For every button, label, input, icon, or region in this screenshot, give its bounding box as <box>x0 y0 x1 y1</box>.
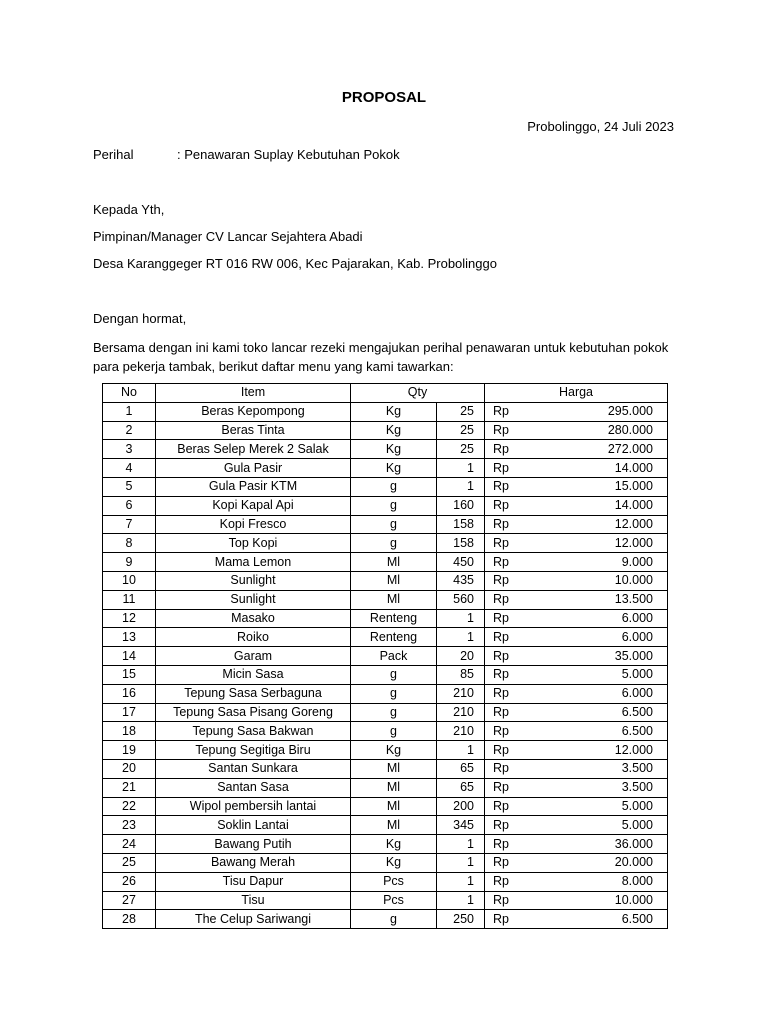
cell-unit: Pack <box>351 647 437 666</box>
cell-price: 295.000 <box>536 402 668 421</box>
cell-price: 12.000 <box>536 741 668 760</box>
cell-item: Garam <box>156 647 351 666</box>
cell-item: Gula Pasir KTM <box>156 477 351 496</box>
cell-price: 6.000 <box>536 684 668 703</box>
recipient-address: Desa Karanggeger RT 016 RW 006, Kec Pajarakan, Kab. Probolinggo <box>93 256 497 271</box>
table-row <box>103 477 668 496</box>
cell-no: 26 <box>103 872 156 891</box>
cell-currency: Rp <box>485 722 537 741</box>
cell-no: 10 <box>103 571 156 590</box>
cell-no: 9 <box>103 553 156 572</box>
cell-unit: Ml <box>351 797 437 816</box>
header-harga: Harga <box>485 384 668 403</box>
cell-no: 21 <box>103 778 156 797</box>
cell-unit: Renteng <box>351 628 437 647</box>
cell-currency: Rp <box>485 684 537 703</box>
cell-item: Tepung Sasa Bakwan <box>156 722 351 741</box>
cell-currency: Rp <box>485 816 537 835</box>
cell-price: 9.000 <box>536 553 668 572</box>
table-header-row <box>103 384 668 403</box>
cell-qty: 1 <box>437 835 485 854</box>
cell-currency: Rp <box>485 402 537 421</box>
header-item: Item <box>156 384 351 403</box>
cell-qty: 450 <box>437 553 485 572</box>
cell-no: 20 <box>103 759 156 778</box>
cell-qty: 1 <box>437 891 485 910</box>
cell-price: 280.000 <box>536 421 668 440</box>
cell-price: 5.000 <box>536 797 668 816</box>
cell-unit: Ml <box>351 590 437 609</box>
subject-line <box>93 147 400 162</box>
table-row <box>103 778 668 797</box>
cell-currency: Rp <box>485 440 537 459</box>
table-row <box>103 891 668 910</box>
cell-unit: Kg <box>351 853 437 872</box>
cell-currency: Rp <box>485 872 537 891</box>
body-line: Bersama dengan ini kami toko lancar rezeki mengajukan perihal penawaran untuk kebutuhan pokok <box>93 340 669 355</box>
table-row <box>103 872 668 891</box>
cell-qty: 1 <box>437 853 485 872</box>
subject-label: Perihal <box>93 147 134 162</box>
table-body <box>103 402 668 928</box>
table-row <box>103 665 668 684</box>
cell-qty: 210 <box>437 722 485 741</box>
header-qty: Qty <box>351 384 485 403</box>
cell-qty: 158 <box>437 515 485 534</box>
cell-unit: Pcs <box>351 872 437 891</box>
cell-price: 6.000 <box>536 628 668 647</box>
cell-item: Soklin Lantai <box>156 816 351 835</box>
cell-unit: Ml <box>351 759 437 778</box>
cell-unit: Kg <box>351 440 437 459</box>
cell-price: 6.000 <box>536 609 668 628</box>
table-row <box>103 853 668 872</box>
cell-item: Beras Selep Merek 2 Salak <box>156 440 351 459</box>
table-row <box>103 684 668 703</box>
cell-item: Micin Sasa <box>156 665 351 684</box>
table-row <box>103 421 668 440</box>
table-row <box>103 534 668 553</box>
cell-qty: 1 <box>437 609 485 628</box>
cell-item: Masako <box>156 609 351 628</box>
cell-no: 1 <box>103 402 156 421</box>
table-row <box>103 553 668 572</box>
cell-price: 6.500 <box>536 910 668 929</box>
cell-currency: Rp <box>485 534 537 553</box>
cell-price: 3.500 <box>536 778 668 797</box>
cell-currency: Rp <box>485 477 537 496</box>
cell-unit: g <box>351 665 437 684</box>
cell-price: 5.000 <box>536 665 668 684</box>
cell-item: Roiko <box>156 628 351 647</box>
body-line: para pekerja tambak, berikut daftar menu yang kami tawarkan: <box>93 359 454 374</box>
cell-no: 17 <box>103 703 156 722</box>
table-row <box>103 797 668 816</box>
cell-no: 22 <box>103 797 156 816</box>
cell-price: 15.000 <box>536 477 668 496</box>
cell-price: 12.000 <box>536 534 668 553</box>
cell-no: 3 <box>103 440 156 459</box>
cell-no: 7 <box>103 515 156 534</box>
cell-no: 28 <box>103 910 156 929</box>
cell-item: Tisu <box>156 891 351 910</box>
cell-no: 14 <box>103 647 156 666</box>
salutation-addressee: Kepada Yth, <box>93 202 165 217</box>
cell-unit: g <box>351 477 437 496</box>
cell-qty: 1 <box>437 872 485 891</box>
cell-currency: Rp <box>485 703 537 722</box>
cell-unit: g <box>351 515 437 534</box>
cell-item: Kopi Fresco <box>156 515 351 534</box>
greeting: Dengan hormat, <box>93 311 187 326</box>
cell-qty: 560 <box>437 590 485 609</box>
cell-price: 35.000 <box>536 647 668 666</box>
cell-no: 27 <box>103 891 156 910</box>
cell-item: Top Kopi <box>156 534 351 553</box>
cell-unit: Kg <box>351 421 437 440</box>
cell-item: Beras Kepompong <box>156 402 351 421</box>
table-row <box>103 703 668 722</box>
table-row <box>103 628 668 647</box>
cell-currency: Rp <box>485 910 537 929</box>
table-row <box>103 816 668 835</box>
subject-value: : Penawaran Suplay Kebutuhan Pokok <box>177 147 400 162</box>
cell-price: 10.000 <box>536 571 668 590</box>
cell-unit: g <box>351 722 437 741</box>
cell-price: 3.500 <box>536 759 668 778</box>
table-row <box>103 759 668 778</box>
cell-no: 25 <box>103 853 156 872</box>
cell-no: 5 <box>103 477 156 496</box>
cell-price: 13.500 <box>536 590 668 609</box>
cell-qty: 1 <box>437 741 485 760</box>
cell-currency: Rp <box>485 797 537 816</box>
cell-currency: Rp <box>485 628 537 647</box>
cell-qty: 435 <box>437 571 485 590</box>
cell-unit: g <box>351 534 437 553</box>
cell-price: 10.000 <box>536 891 668 910</box>
table-row <box>103 741 668 760</box>
cell-qty: 20 <box>437 647 485 666</box>
cell-no: 19 <box>103 741 156 760</box>
cell-currency: Rp <box>485 553 537 572</box>
cell-currency: Rp <box>485 496 537 515</box>
cell-currency: Rp <box>485 891 537 910</box>
cell-no: 8 <box>103 534 156 553</box>
cell-item: Kopi Kapal Api <box>156 496 351 515</box>
table-row <box>103 459 668 478</box>
cell-item: Wipol pembersih lantai <box>156 797 351 816</box>
cell-no: 6 <box>103 496 156 515</box>
cell-qty: 65 <box>437 778 485 797</box>
cell-price: 5.000 <box>536 816 668 835</box>
cell-no: 11 <box>103 590 156 609</box>
cell-price: 14.000 <box>536 459 668 478</box>
cell-qty: 1 <box>437 459 485 478</box>
cell-qty: 250 <box>437 910 485 929</box>
cell-currency: Rp <box>485 459 537 478</box>
table-row <box>103 440 668 459</box>
cell-unit: g <box>351 684 437 703</box>
cell-qty: 65 <box>437 759 485 778</box>
table-row <box>103 496 668 515</box>
page-title: PROPOSAL <box>341 89 427 106</box>
cell-unit: g <box>351 703 437 722</box>
cell-no: 2 <box>103 421 156 440</box>
cell-no: 13 <box>103 628 156 647</box>
cell-qty: 158 <box>437 534 485 553</box>
cell-currency: Rp <box>485 665 537 684</box>
table-row <box>103 590 668 609</box>
table-row <box>103 402 668 421</box>
recipient-name: Pimpinan/Manager CV Lancar Sejahtera Abadi <box>93 229 363 244</box>
cell-price: 36.000 <box>536 835 668 854</box>
cell-item: Mama Lemon <box>156 553 351 572</box>
cell-currency: Rp <box>485 741 537 760</box>
cell-no: 16 <box>103 684 156 703</box>
cell-unit: g <box>351 910 437 929</box>
cell-item: Sunlight <box>156 590 351 609</box>
cell-item: Santan Sunkara <box>156 759 351 778</box>
cell-no: 24 <box>103 835 156 854</box>
cell-unit: Renteng <box>351 609 437 628</box>
cell-no: 15 <box>103 665 156 684</box>
cell-item: Santan Sasa <box>156 778 351 797</box>
cell-price: 12.000 <box>536 515 668 534</box>
cell-currency: Rp <box>485 835 537 854</box>
cell-currency: Rp <box>485 421 537 440</box>
cell-no: 4 <box>103 459 156 478</box>
table-row <box>103 647 668 666</box>
cell-price: 6.500 <box>536 703 668 722</box>
table-row <box>103 609 668 628</box>
table-row <box>103 910 668 929</box>
table-row <box>103 835 668 854</box>
cell-qty: 210 <box>437 684 485 703</box>
cell-item: Tepung Sasa Serbaguna <box>156 684 351 703</box>
cell-currency: Rp <box>485 515 537 534</box>
cell-no: 12 <box>103 609 156 628</box>
cell-currency: Rp <box>485 778 537 797</box>
cell-item: Bawang Putih <box>156 835 351 854</box>
cell-item: Tepung Segitiga Biru <box>156 741 351 760</box>
cell-unit: Kg <box>351 459 437 478</box>
cell-item: Tepung Sasa Pisang Goreng <box>156 703 351 722</box>
cell-qty: 25 <box>437 440 485 459</box>
cell-price: 8.000 <box>536 872 668 891</box>
cell-qty: 85 <box>437 665 485 684</box>
cell-currency: Rp <box>485 647 537 666</box>
cell-qty: 1 <box>437 477 485 496</box>
table-row <box>103 722 668 741</box>
cell-item: Tisu Dapur <box>156 872 351 891</box>
cell-qty: 25 <box>437 421 485 440</box>
cell-unit: Kg <box>351 741 437 760</box>
cell-no: 23 <box>103 816 156 835</box>
table-row <box>103 515 668 534</box>
cell-qty: 1 <box>437 628 485 647</box>
cell-item: The Celup Sariwangi <box>156 910 351 929</box>
body-paragraph <box>93 338 683 376</box>
cell-unit: Ml <box>351 571 437 590</box>
cell-item: Bawang Merah <box>156 853 351 872</box>
cell-unit: Ml <box>351 778 437 797</box>
cell-currency: Rp <box>485 759 537 778</box>
cell-currency: Rp <box>485 571 537 590</box>
cell-price: 272.000 <box>536 440 668 459</box>
cell-price: 6.500 <box>536 722 668 741</box>
cell-unit: Kg <box>351 835 437 854</box>
letter-date: Probolinggo, 24 Juli 2023 <box>527 119 674 134</box>
cell-currency: Rp <box>485 853 537 872</box>
cell-price: 14.000 <box>536 496 668 515</box>
cell-unit: g <box>351 496 437 515</box>
cell-currency: Rp <box>485 590 537 609</box>
cell-unit: Ml <box>351 816 437 835</box>
cell-unit: Kg <box>351 402 437 421</box>
cell-currency: Rp <box>485 609 537 628</box>
cell-qty: 160 <box>437 496 485 515</box>
cell-no: 18 <box>103 722 156 741</box>
cell-item: Beras Tinta <box>156 421 351 440</box>
cell-price: 20.000 <box>536 853 668 872</box>
cell-item: Sunlight <box>156 571 351 590</box>
cell-qty: 25 <box>437 402 485 421</box>
cell-item: Gula Pasir <box>156 459 351 478</box>
cell-qty: 345 <box>437 816 485 835</box>
header-no: No <box>103 384 156 403</box>
table-row <box>103 571 668 590</box>
cell-qty: 210 <box>437 703 485 722</box>
offer-table <box>102 383 668 929</box>
cell-qty: 200 <box>437 797 485 816</box>
cell-unit: Ml <box>351 553 437 572</box>
cell-unit: Pcs <box>351 891 437 910</box>
